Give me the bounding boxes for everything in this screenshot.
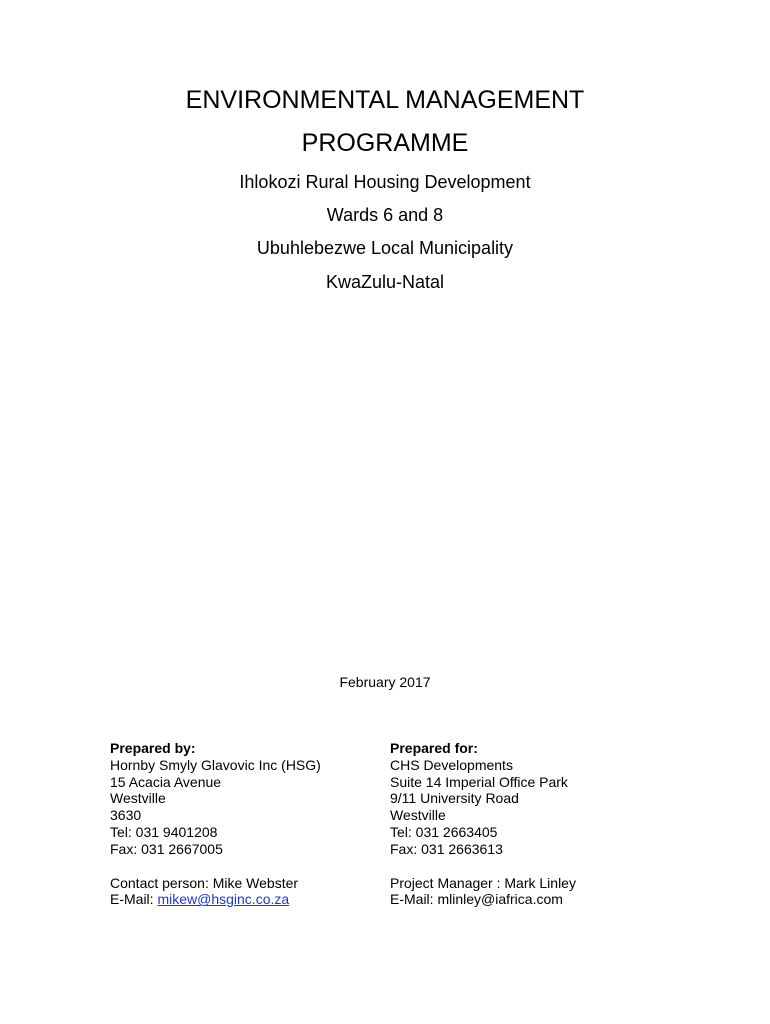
prepared-for-heading: Prepared for: (390, 740, 478, 756)
prepared-for-fax: Fax: 031 2663613 (390, 840, 503, 857)
prepared-for-email: E-Mail: mlinley@iafrica.com (390, 891, 563, 908)
province: KwaZulu-Natal (325, 272, 445, 292)
prepared-for-address-2: 9/11 University Road (390, 790, 519, 807)
prepared-for-suburb: Westville (390, 807, 446, 824)
prepared-for-address-1: Suite 14 Imperial Office Park (390, 773, 568, 790)
prepared-by-heading: Prepared by: (110, 740, 196, 756)
project-name: Ihlokozi Rural Housing Development (239, 172, 531, 192)
title-line-2: PROGRAMME (301, 129, 469, 157)
prepared-by-postcode: 3630 (110, 807, 142, 824)
prepared-for-block (390, 740, 690, 908)
title-line-1: ENVIRONMENTAL MANAGEMENT (185, 86, 585, 114)
prepared-by-fax: Fax: 031 2667005 (110, 840, 223, 857)
prepared-by-contact: Contact person: Mike Webster (110, 874, 299, 891)
prepared-by-tel: Tel: 031 9401208 (110, 823, 218, 840)
prepared-for-company: CHS Developments (390, 756, 513, 773)
municipality: Ubuhlebezwe Local Municipality (256, 238, 514, 258)
prepared-for-contact: Project Manager : Mark Linley (390, 874, 576, 891)
prepared-by-email-row (110, 891, 370, 908)
prepared-by-block (110, 740, 370, 908)
wards: Wards 6 and 8 (326, 205, 444, 225)
prepared-by-company: Hornby Smyly Glavovic Inc (HSG) (110, 756, 321, 773)
spacer (390, 858, 690, 875)
email-link[interactable]: mikew@hsginc.co.za (157, 891, 290, 908)
email-label: E-Mail: (110, 891, 158, 908)
prepared-by-suburb: Westville (110, 790, 166, 807)
spacer (110, 858, 370, 875)
prepared-by-street: 15 Acacia Avenue (110, 773, 222, 790)
prepared-for-tel: Tel: 031 2663405 (390, 823, 498, 840)
document-date: February 2017 (339, 674, 431, 690)
